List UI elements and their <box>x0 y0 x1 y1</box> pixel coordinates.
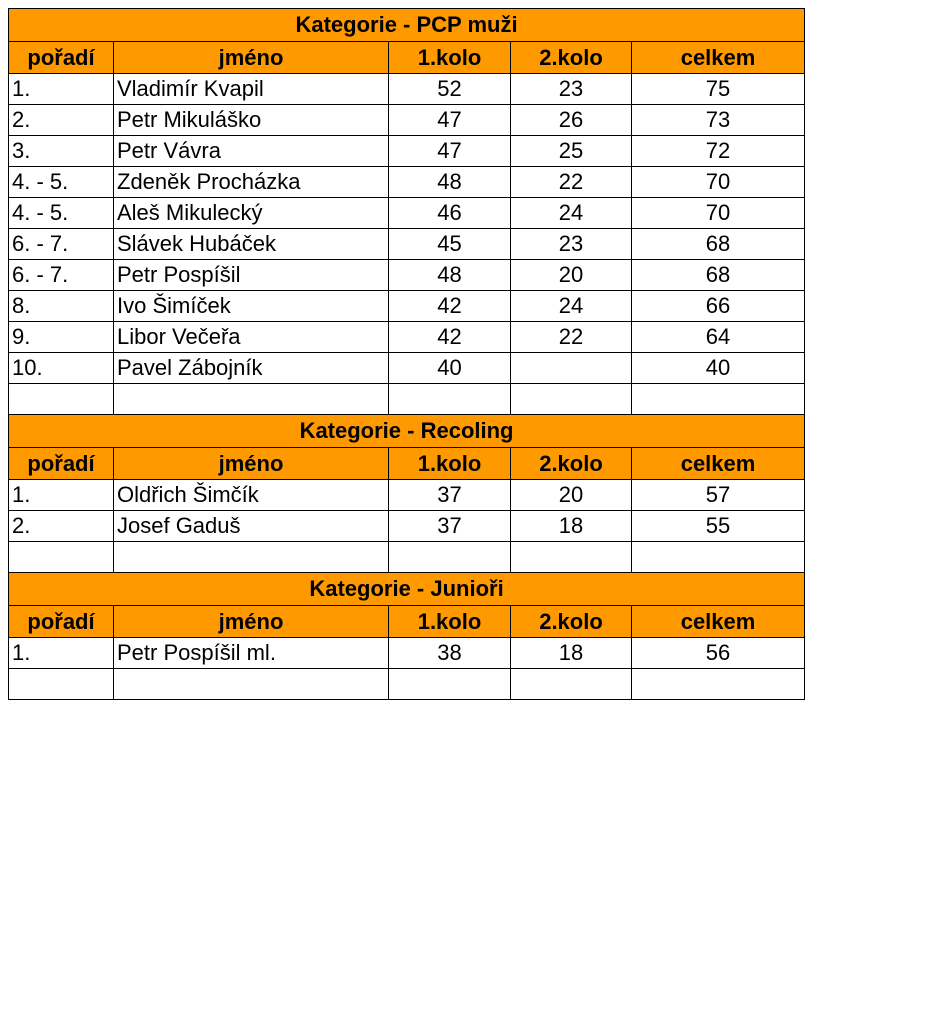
column-header-rank: pořadí <box>9 606 114 638</box>
table-row <box>9 291 805 322</box>
column-header-total: celkem <box>632 448 805 480</box>
empty-cell <box>9 384 114 415</box>
round2-cell: 24 <box>511 291 632 322</box>
table-row <box>9 229 805 260</box>
total-cell: 68 <box>632 260 805 291</box>
column-header-name: jméno <box>114 42 389 74</box>
column-header-round2: 2.kolo <box>511 42 632 74</box>
column-header-row <box>9 42 805 74</box>
round2-cell: 23 <box>511 74 632 105</box>
empty-row <box>9 669 805 700</box>
column-header-round2: 2.kolo <box>511 606 632 638</box>
empty-cell <box>632 669 805 700</box>
round2-cell: 18 <box>511 511 632 542</box>
round1-cell: 46 <box>389 198 511 229</box>
round1-cell: 48 <box>389 260 511 291</box>
table-row <box>9 136 805 167</box>
round1-cell: 48 <box>389 167 511 198</box>
empty-cell <box>511 384 632 415</box>
total-cell: 73 <box>632 105 805 136</box>
name-cell: Petr Pospíšil <box>114 260 389 291</box>
table-row <box>9 74 805 105</box>
column-header-row <box>9 448 805 480</box>
rank-cell: 4. - 5. <box>9 167 114 198</box>
column-header-rank: pořadí <box>9 42 114 74</box>
name-cell: Zdeněk Procházka <box>114 167 389 198</box>
round1-cell: 38 <box>389 638 511 669</box>
category-title-row <box>9 9 805 42</box>
total-cell: 75 <box>632 74 805 105</box>
column-header-round1: 1.kolo <box>389 448 511 480</box>
table-row <box>9 167 805 198</box>
empty-cell <box>9 542 114 573</box>
round2-cell: 20 <box>511 260 632 291</box>
round1-cell: 37 <box>389 511 511 542</box>
empty-cell <box>389 669 511 700</box>
rank-cell: 8. <box>9 291 114 322</box>
total-cell: 70 <box>632 167 805 198</box>
column-header-total: celkem <box>632 42 805 74</box>
name-cell: Slávek Hubáček <box>114 229 389 260</box>
round1-cell: 42 <box>389 291 511 322</box>
total-cell: 56 <box>632 638 805 669</box>
table-row <box>9 480 805 511</box>
round1-cell: 40 <box>389 353 511 384</box>
empty-cell <box>114 669 389 700</box>
rank-cell: 1. <box>9 638 114 669</box>
round1-cell: 37 <box>389 480 511 511</box>
column-header-row <box>9 606 805 638</box>
rank-cell: 1. <box>9 74 114 105</box>
name-cell: Petr Mikuláško <box>114 105 389 136</box>
round1-cell: 52 <box>389 74 511 105</box>
name-cell: Oldřich Šimčík <box>114 480 389 511</box>
name-cell: Libor Večeřa <box>114 322 389 353</box>
round2-cell: 26 <box>511 105 632 136</box>
total-cell: 68 <box>632 229 805 260</box>
table-row <box>9 260 805 291</box>
name-cell: Pavel Zábojník <box>114 353 389 384</box>
total-cell: 64 <box>632 322 805 353</box>
round2-cell: 24 <box>511 198 632 229</box>
round2-cell: 22 <box>511 322 632 353</box>
name-cell: Petr Vávra <box>114 136 389 167</box>
rank-cell: 1. <box>9 480 114 511</box>
name-cell: Aleš Mikulecký <box>114 198 389 229</box>
total-cell: 57 <box>632 480 805 511</box>
round2-cell: 25 <box>511 136 632 167</box>
table-row <box>9 322 805 353</box>
empty-row <box>9 542 805 573</box>
column-header-rank: pořadí <box>9 448 114 480</box>
round1-cell: 47 <box>389 105 511 136</box>
column-header-round1: 1.kolo <box>389 606 511 638</box>
empty-cell <box>114 542 389 573</box>
empty-cell <box>114 384 389 415</box>
table-row <box>9 353 805 384</box>
total-cell: 40 <box>632 353 805 384</box>
empty-cell <box>632 542 805 573</box>
empty-cell <box>389 384 511 415</box>
empty-cell <box>389 542 511 573</box>
rank-cell: 2. <box>9 511 114 542</box>
table-row <box>9 105 805 136</box>
name-cell: Petr Pospíšil ml. <box>114 638 389 669</box>
total-cell: 66 <box>632 291 805 322</box>
round1-cell: 47 <box>389 136 511 167</box>
rank-cell: 6. - 7. <box>9 260 114 291</box>
column-header-name: jméno <box>114 448 389 480</box>
table-row <box>9 198 805 229</box>
name-cell: Ivo Šimíček <box>114 291 389 322</box>
category-title: Kategorie - Recoling <box>9 415 805 448</box>
round2-cell: 18 <box>511 638 632 669</box>
rank-cell: 9. <box>9 322 114 353</box>
total-cell: 70 <box>632 198 805 229</box>
rank-cell: 10. <box>9 353 114 384</box>
results-table <box>8 8 805 700</box>
rank-cell: 2. <box>9 105 114 136</box>
round2-cell: 23 <box>511 229 632 260</box>
column-header-round2: 2.kolo <box>511 448 632 480</box>
rank-cell: 3. <box>9 136 114 167</box>
empty-cell <box>511 669 632 700</box>
round2-cell <box>511 353 632 384</box>
round1-cell: 45 <box>389 229 511 260</box>
empty-cell <box>511 542 632 573</box>
round1-cell: 42 <box>389 322 511 353</box>
empty-row <box>9 384 805 415</box>
column-header-round1: 1.kolo <box>389 42 511 74</box>
total-cell: 55 <box>632 511 805 542</box>
name-cell: Josef Gaduš <box>114 511 389 542</box>
empty-cell <box>9 669 114 700</box>
category-title: Kategorie - PCP muži <box>9 9 805 42</box>
empty-cell <box>632 384 805 415</box>
total-cell: 72 <box>632 136 805 167</box>
column-header-name: jméno <box>114 606 389 638</box>
column-header-total: celkem <box>632 606 805 638</box>
results-table-body <box>9 9 805 700</box>
round2-cell: 20 <box>511 480 632 511</box>
category-title-row <box>9 573 805 606</box>
category-title-row <box>9 415 805 448</box>
name-cell: Vladimír Kvapil <box>114 74 389 105</box>
table-row <box>9 511 805 542</box>
rank-cell: 6. - 7. <box>9 229 114 260</box>
round2-cell: 22 <box>511 167 632 198</box>
table-row <box>9 638 805 669</box>
category-title: Kategorie - Junioři <box>9 573 805 606</box>
rank-cell: 4. - 5. <box>9 198 114 229</box>
